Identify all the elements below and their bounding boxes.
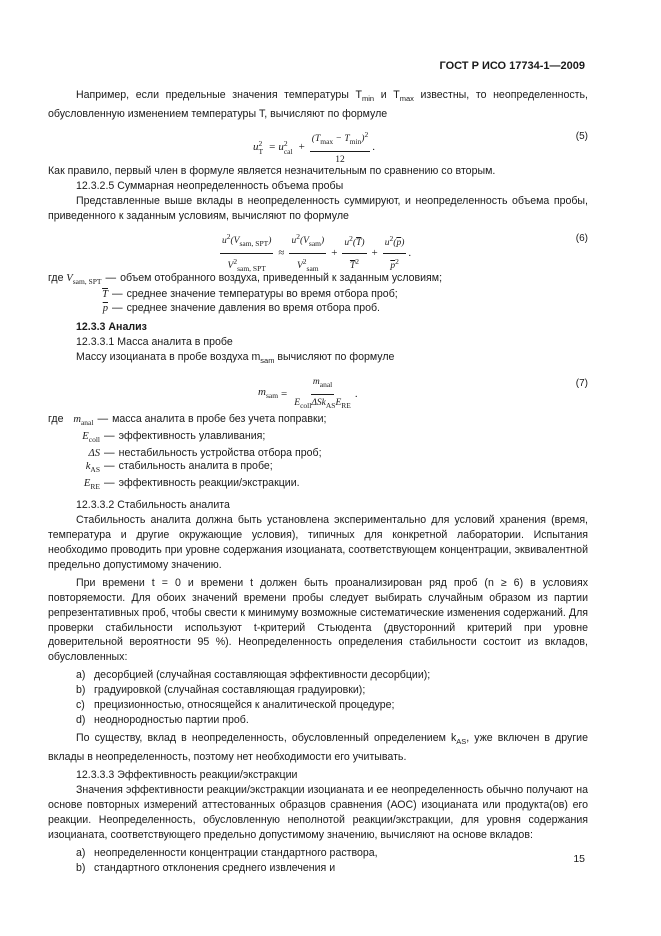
page-number: 15	[573, 853, 585, 865]
section-12-3-2-5: 12.3.2.5 Суммарная неопределенность объема пробы	[76, 179, 344, 192]
list-item: b) стандартного отклонения среднего извлечения и	[76, 861, 336, 874]
list-item: d) неоднородностью партии проб.	[76, 714, 249, 727]
list-item: a) неопределенности концентрации стандартного раствора,	[76, 846, 378, 859]
paragraph-stability: Стабильность аналита должна быть установлена экспериментально для условий хранения (время, температура и другие окружающие условия), типичных для конкретной лаборатории. Испытания необходимо проводить при уровне содержания изоцианата, соответствующем концентрации, эквивалентной предельно допустимому значению.	[48, 514, 588, 571]
definition-row: $E_{RE}$ — эффективность реакции/экстракции.	[83, 477, 300, 492]
paragraph-time: При времени t = 0 и времени t должен быть проанализирован ряд проб (n ≥ 6) в условиях повторяемости. Для обоих значений времени пробы следует выбирать случайным образом из партии репрезентативных проб, чтобы свести к минимуму возможные систематические изменения содержаний. Для проверки стабильности используют t-критерий Стьюдента (двусторонний критерий при уровне доверительной вероятности 95 %). Неопределенность определения стабильности состоит из вкладов, обусловленных:	[48, 576, 588, 664]
page-content	[48, 88, 588, 876]
section-12-3-3-1: 12.3.3.1 Масса аналита в пробе	[76, 335, 233, 348]
formula-6-expression: $\frac{u^2(V_{sam, SPT})}{V^2_{sam, SPT}}$ ≈ $\frac{u^2(V_{sam})}{V^2_{sam}}$ + $\frac{u^2(\overline{T})}{\overline{T}^2}$ + $\frac{u^2(\overline{p})}{\overline{p}^2}$ .	[222, 231, 412, 273]
document-code: ГОСТ Р ИСО 17734-1—2009	[439, 60, 585, 72]
section-12-3-3-2: 12.3.3.2 Стабильность аналита	[76, 499, 230, 512]
definitions-formula-6	[48, 272, 588, 317]
definitions-formula-7	[48, 413, 588, 494]
list-contributions	[48, 668, 588, 728]
paragraph-sum: Представленные выше вклады в неопределенность суммируют, и неопределенность объема пробы, приведенного к заданным условиям, вычисляют по формуле	[48, 194, 588, 222]
paragraph-note: Как правило, первый член в формуле является незначительным по сравнению со вторым.	[48, 164, 496, 177]
section-12-3-3-3: 12.3.3.3 Эффективность реакции/экстракции	[76, 769, 298, 782]
paragraph-intro: Например, если предельные значения температуры $T_{min}$ и $T_{max}$ известны, то неопределенность, обусловленную изменением температуры T, вычисляют по формуле	[48, 89, 588, 121]
definition-row: $k_{AS}$ — стабильность аналита в пробе;	[85, 460, 273, 475]
list-contributions-2	[48, 846, 588, 876]
paragraph-mass: Массу изоцианата в пробе воздуха $m_{sam}$ вычисляют по формуле	[76, 350, 395, 365]
formula-5-number: (5)	[575, 130, 588, 142]
formula-6	[48, 228, 588, 273]
formula-6-number: (6)	[575, 232, 588, 244]
formula-7	[48, 373, 588, 409]
list-item: c) прецизионностью, относящейся к аналитической процедуре;	[76, 699, 395, 712]
definition-row: ΔS — нестабильность устройства отбора проб;	[88, 446, 322, 459]
formula-7-number: (7)	[575, 377, 588, 389]
paragraph-efficiency: Значения эффективности реакции/экстракции изоцианата и ее неопределенность обычно получают на основе повторных измерений аттестованных образцов сравнения (АОС) изоцианата или продукта(ов) его реакции. Неопределенность, обусловленную неполнотой реакции/экстракции, для уровня содержания изоцианата, соответствующего предельно допустимому значению, вычисляют на основе вкладов:	[48, 784, 588, 841]
list-item: b) градуировкой (случайная составляющая градуировки);	[76, 684, 366, 697]
paragraph-kas: По существу, вклад в неопределенность, обусловленный определением $k_{AS}$, уже включен в другие вклады в неопределенность, поэтому нет необходимости его учитывать.	[48, 732, 588, 764]
formula-5	[48, 126, 588, 165]
definition-row: $\overline{T}$ — среднее значение температуры во время отбора проб;	[102, 288, 398, 301]
list-item: a) десорбцией (случайная составляющая эффективности десорбции);	[76, 669, 431, 682]
definition-row: где $V_{sam, SPT}$ — объем отобранного воздуха, приведенный к заданным условиям;	[48, 271, 443, 286]
definition-row: $E_{coll}$ — эффективность улавливания;	[82, 429, 266, 444]
formula-5-expression: u 2 T = u 2 cal + $\frac{(T_{max} - T_{min})^2}{12}$ .	[253, 129, 375, 165]
section-12-3-3: 12.3.3 Анализ	[76, 321, 147, 334]
definition-row: $\overline{p}$ — среднее значение давления во время отбора проб.	[102, 302, 381, 315]
formula-7-expression: $m_{sam}$ = $\frac{m_{anal}}{E_{coll}\Delta Sk_{AS}E_{RE}}$ .	[258, 376, 358, 410]
definition-row: где $m_{anal}$ — масса аналита в пробе без учета поправки;	[48, 412, 327, 427]
